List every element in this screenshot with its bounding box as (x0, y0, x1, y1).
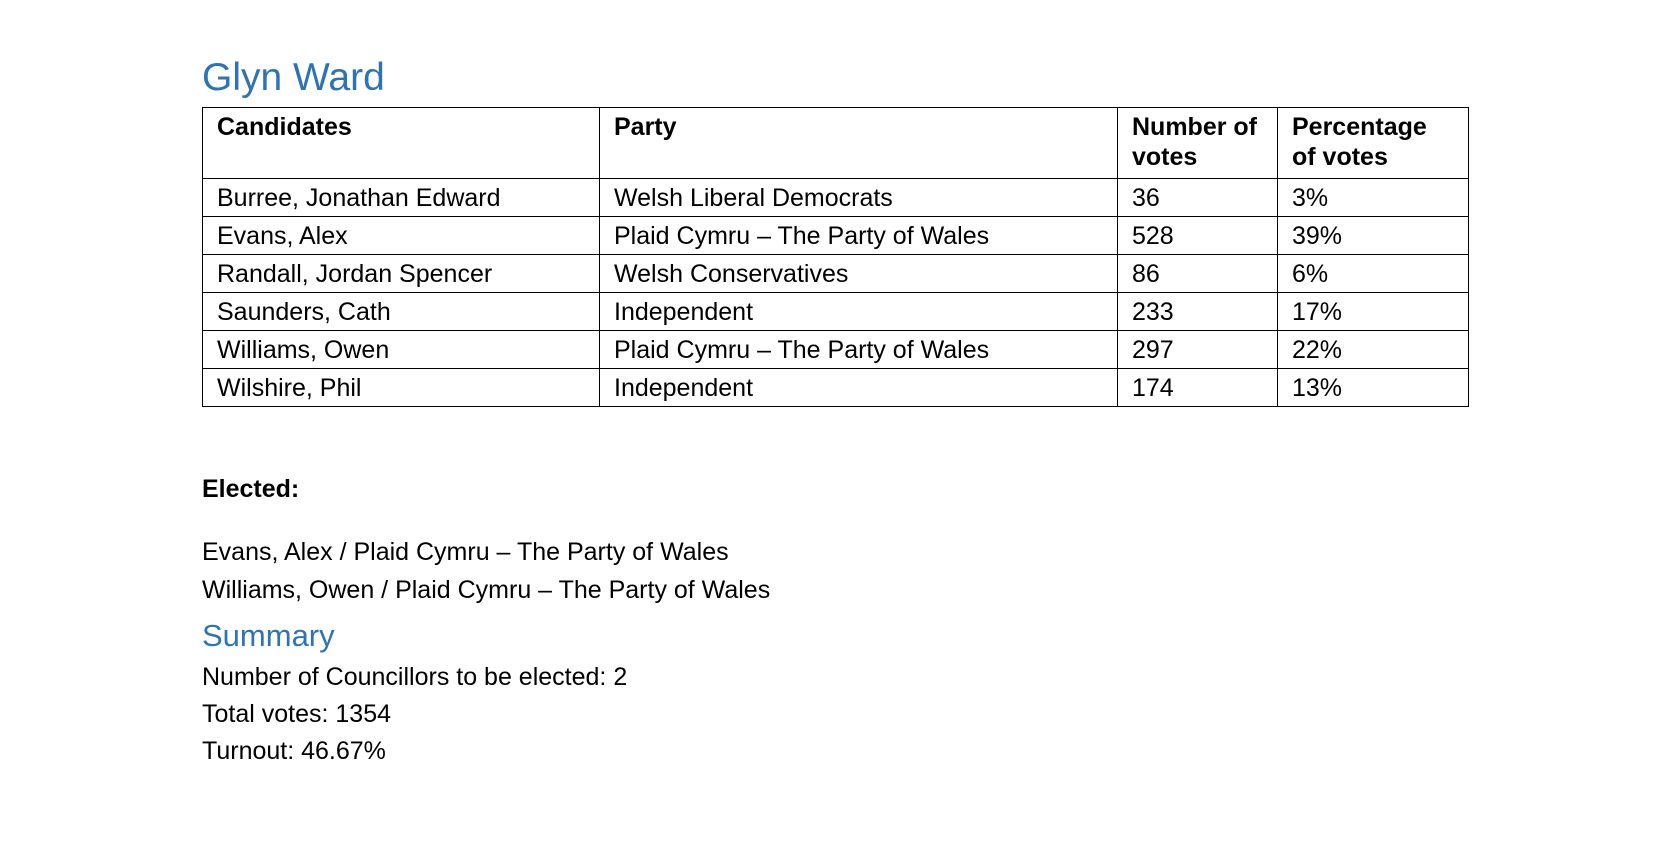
header-candidates: Candidates (203, 108, 600, 179)
cell-votes: 174 (1118, 369, 1278, 407)
cell-votes: 233 (1118, 293, 1278, 331)
summary-section (202, 659, 1472, 770)
cell-party: Welsh Liberal Democrats (600, 179, 1118, 217)
cell-percentage: 3% (1278, 179, 1469, 217)
cell-percentage: 39% (1278, 217, 1469, 255)
cell-votes: 297 (1118, 331, 1278, 369)
table-row (203, 331, 1469, 369)
cell-candidate: Williams, Owen (203, 331, 600, 369)
cell-percentage: 13% (1278, 369, 1469, 407)
document-page (202, 52, 1472, 770)
elected-list (202, 533, 1472, 609)
cell-party: Plaid Cymru – The Party of Wales (600, 217, 1118, 255)
elected-item: Evans, Alex / Plaid Cymru – The Party of Wales (202, 538, 729, 566)
cell-votes: 86 (1118, 255, 1278, 293)
cell-candidate: Evans, Alex (203, 217, 600, 255)
cell-candidate: Saunders, Cath (203, 293, 600, 331)
table-row (203, 293, 1469, 331)
cell-party: Independent (600, 369, 1118, 407)
header-party: Party (600, 108, 1118, 179)
cell-candidate: Burree, Jonathan Edward (203, 179, 600, 217)
page-title: Glyn Ward (202, 56, 385, 99)
header-number-of-votes: Number of votes (1118, 108, 1278, 179)
table-row (203, 369, 1469, 407)
summary-heading: Summary (202, 618, 335, 653)
cell-votes: 528 (1118, 217, 1278, 255)
cell-votes: 36 (1118, 179, 1278, 217)
cell-percentage: 6% (1278, 255, 1469, 293)
cell-party: Plaid Cymru – The Party of Wales (600, 331, 1118, 369)
table-row (203, 255, 1469, 293)
results-table (202, 107, 1469, 407)
table-row (203, 217, 1469, 255)
cell-percentage: 17% (1278, 293, 1469, 331)
elected-item: Williams, Owen / Plaid Cymru – The Party of Wales (202, 576, 771, 604)
cell-candidate: Wilshire, Phil (203, 369, 600, 407)
header-percentage-of-votes: Percentage of votes (1278, 108, 1469, 179)
elected-label: Elected: (202, 475, 300, 503)
cell-party: Welsh Conservatives (600, 255, 1118, 293)
table-header-row (203, 108, 1469, 179)
cell-candidate: Randall, Jordan Spencer (203, 255, 600, 293)
summary-total-votes: Total votes: 1354 (202, 700, 392, 728)
summary-turnout: Turnout: 46.67% (202, 737, 386, 765)
cell-party: Independent (600, 293, 1118, 331)
cell-percentage: 22% (1278, 331, 1469, 369)
table-row (203, 179, 1469, 217)
summary-councillors: Number of Councillors to be elected: 2 (202, 663, 628, 691)
